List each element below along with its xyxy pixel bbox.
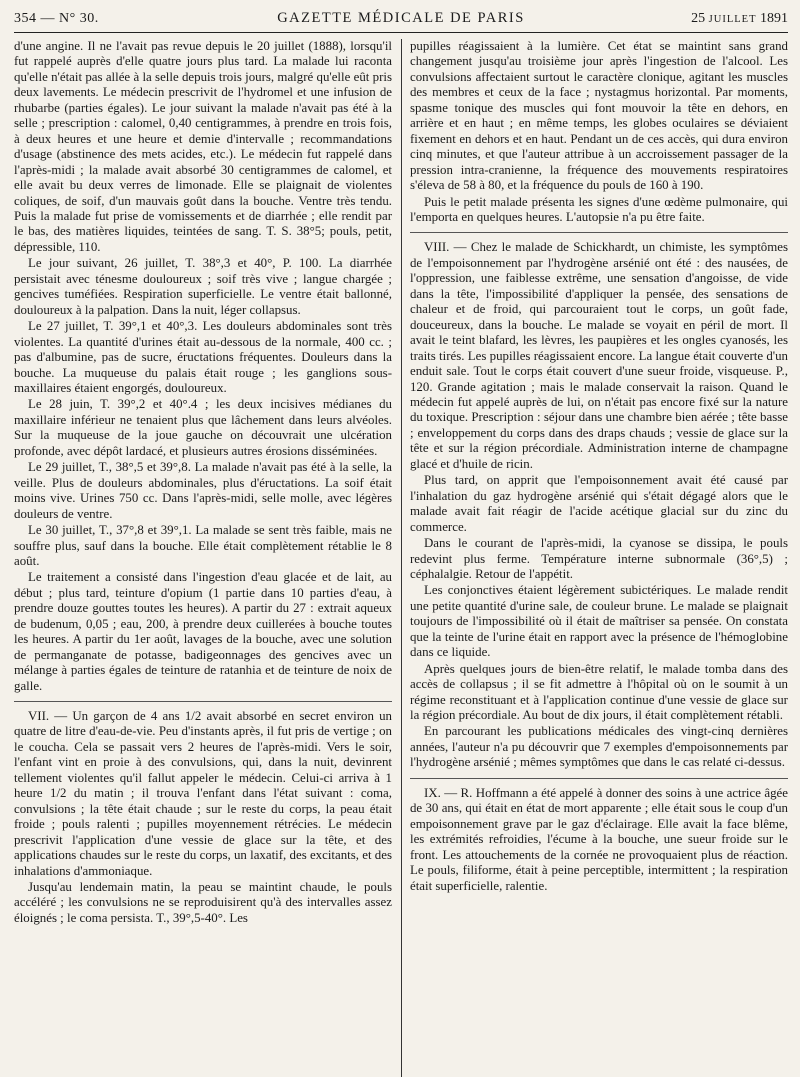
issue-day: 25 <box>691 11 706 26</box>
paragraph: Les conjonctives étaient légèrement subictériques. Le malade rendit une petite quantité d'urine sale, de couleur brune. Le malade se plaignait toujours de l'impossibilité où il était de maîtriser sa pensée. On constata que la teinte de l'urine était en rapport avec la présence de l'hémoglobine dans ce liquide. <box>409 583 788 660</box>
right-column <box>410 39 788 1077</box>
paragraph: En parcourant les publications médicales des vingt-cinq dernières années, l'auteur n'a pu découvrir que 7 exemples d'empoisonnements par l'hydrogène arsénié ; mêmes symptômes que dans le cas relaté ci-dessus. <box>409 724 788 770</box>
paragraph: Dans le courant de l'après-midi, la cyanose se dissipa, le pouls redevint plus ferme. Température interne subnormale (36°,5) ; céphalalgie. Retour de l'appétit. <box>409 536 788 581</box>
paragraph: Le 28 juin, T. 39°,2 et 40°.4 ; les deux incisives médianes du maxillaire inférieur ne tenaient plus que lâchement dans leurs alvéoles. Sur la muqueuse de la joue gauche on découvrait une ulcération profonde, avec dépôt lardacé, et plusieurs autres érosions disséminées. <box>14 397 392 458</box>
paragraph: Le 30 juillet, T., 37°,8 et 39°,1. La malade se sent très faible, mais ne souffre plus, sauf dans la bouche. Elle était complètement rétablie le 8 août. <box>14 523 392 568</box>
journal-title: GAZETTE MÉDICALE DE PARIS <box>277 10 525 26</box>
paragraph: Le traitement a consisté dans l'ingestion d'eau glacée et de lait, au début ; plus tard, teinture d'opium (1 partie dans 10 parties d'eau, à prendre douze gouttes toutes les heures). A partir du 27 : extrait aqueux de budenum, 0,05 ; eau, 200, à prendre deux cuillerées à bouche toutes les heures. A partir du 1er août, lavages de la bouche, avec une solution de permanganate de potasse, badigeonnages des gencives avec un mélange à parties égales de teinture de ratanhia et de teinture de noix de galle. <box>14 570 392 693</box>
running-header <box>14 10 788 33</box>
paragraph: Le jour suivant, 26 juillet, T. 38°,3 et 40°, P. 100. La diarrhée persistait avec ténesme douloureux ; soif très vive ; langue chargée ; gencives tuméfiées. Respiration superficielle. Le ventre était ballonné, douloureux à la palpation. Dans la nuit, léger collapsus. <box>14 256 392 317</box>
paragraph: d'une angine. Il ne l'avait pas revue depuis le 20 juillet (1888), lorsqu'il fut rappelé auprès d'elle quatre jours plus tard. La malade lui raconta qu'elle n'était pas allée à la selle depuis trois jours, malgré qu'elle eût pris deux lavements. Le médecin prescrivit de l'hydromel et une infusion de rhubarbe (parties égales). Le jour suivant la malade n'avait pas été à la selle ; prescription : calomel, 0,40 centigrammes, à prendre en trois fois, à deux heures et une heure et demie d'intervalle ; recommandations d'usage (abstinence des mets acides, etc.). Le médecin fut rappelé dans l'après-midi ; la malade avait absorbé 30 centigrammes de calomel, et elle avait bu deux verres de limonade. Elle se plaignait de violentes coliques, de soif, d'un mauvais goût dans la bouche. Ventre très tendu. Puis la malade fut prise de vomissements et de diarrhée ; elle rendit par le bas, des matières liquides, teintées de sang. T. S. 38°5; pouls, petit, dépressible, 110. <box>14 39 392 254</box>
issue-month: JUILLET <box>708 14 757 25</box>
paragraph: pupilles réagissaient à la lumière. Cet état se maintint sans grand changement jusqu'au troisième jour après l'ingestion de l'alcool. Les convulsions affectaient surtout le caractère clonique, agitant les muscles des membres et ceux de la face ; nystagmus horizontal. Par moments, spasme tonique des muscles qui font mouvoir la tête en dehors, en arrière et en haut ; en même temps, les globes oculaires se déviaient fixement en dehors et en haut. Pendant un de ces accès, qui dura environ cinq minutes, et que l'auteur attribue à un accroissement passager de la pression intra-cranienne, la fréquence des mouvements respiratoires s'éleva de 58 à 80, et la fréquence du pouls de 160 à 190. <box>409 39 788 193</box>
paragraph: Jusqu'au lendemain matin, la peau se maintint chaude, le pouls accéléré ; les convulsions ne se reproduisirent qu'à des intervalles assez éloignés ; le coma persista. T., 39°,5-40°. Les <box>14 880 392 925</box>
paragraph: Le 27 juillet, T. 39°,1 et 40°,3. Les douleurs abdominales sont très violentes. La quantité d'urines était au-dessous de la normale, 400 cc. ; pas d'albumine, pas de sucre, éructations fréquentes. Douleurs dans la bouche. La muqueuse du palais était rouge ; les ganglions sous-maxillaires étaient engorgés, douloureux. <box>14 319 392 395</box>
paragraph: Puis le petit malade présenta les signes d'une œdème pulmonaire, qui l'emporta en quelques heures. L'autopsie n'a pu être faite. <box>409 194 788 224</box>
left-column <box>14 39 392 1077</box>
column-rule <box>401 39 402 1077</box>
text-columns <box>14 39 788 1077</box>
issue-date <box>658 11 788 27</box>
section-paragraph: VIII. — Chez le malade de Schickhardt, un chimiste, les symptômes de l'empoisonnement par l'hydrogène arsénié ont été : des nausées, de l'oppression, une faiblesse extrême, une sensation d'angoisse, de vide dans la tête, l'impossibilité d'appliquer la pensée, des sensations de chaleur et de froid, qui parcouraient tout le corps, un goût fade, douceureux, dans la bouche. Le malade se voyait en péril de mort. Il avait le teint blafard, les lèvres, les paupières et les ongles cyanosés, les traits tirés. Les pupilles réagissaient encore. La langue était couverte d'un enduit sale. Tout le corps était couvert d'une sueur froide, visqueuse. P., 120. Grande agitation ; mais le malade conservait la raison. Quand le médecin fut appelé auprès de lui, on n'était pas encore fixé sur la nature du toxique. Prescription : séjour dans une chambre bien aérée ; tête basse ; enveloppement du corps dans des draps chauds ; vessie de glace sur la tête et sur la région précordiale. Administration interne de champagne glacé et d'huile de ricin. <box>410 232 788 472</box>
issue-year: 1891 <box>759 11 788 26</box>
paragraph: Le 29 juillet, T., 38°,5 et 39°,8. La malade n'avait pas été à la selle, la veille. Plus de douleurs abdominales, plus d'éructations. La soif était moins vive. Urines 750 cc. Dans l'après-midi, selle molle, avec légères douleurs de ventre. <box>14 460 392 521</box>
section-paragraph: VII. — Un garçon de 4 ans 1/2 avait absorbé en secret environ un quatre de litre d'eau-de-vie. Peu d'instants après, il fut pris de vertige ; on le coucha. Cela se passait vers 2 heures de l'après-midi. Vers le soir, l'enfant vint en proie à des convulsions, qui, dans la nuit, devinrent tellement violentes qu'il fallut appeler le médecin. Celui-ci arriva à 1 heure 1/2 du matin ; il trouva l'enfant dans l'état suivant : coma, convulsions ; la tête était chaude ; sur le reste du corps, la peau était froide ; pouls ralenti ; pupilles moyennement rétrécies. Le médecin prescrivit l'application d'une vessie de glace sur la tête, et des applications chaudes sur le reste du corps, un laxatif, des excitants, et des inhalations d'ammoniaque. <box>14 701 392 879</box>
section-paragraph: IX. — R. Hoffmann a été appelé à donner des soins à une actrice âgée de 30 ans, qui était en état de mort apparente ; elle était sous le coup d'un empoisonnement grave par le gaz d'éclairage. Elle avait la face blême, les extrémités refroidies, l'écume à la bouche, une sueur froide sur le front. Les attouchements de la cornée ne provoquaient plus de réaction. Le pouls, filiforme, était à peine perceptible, intermittent ; la respiration était superficielle, ralentie. <box>410 778 788 894</box>
page-number: 354 — N° 30. <box>14 11 99 26</box>
paragraph: Plus tard, on apprit que l'empoisonnement avait été causé par l'inhalation du gaz hydrogène arsénié qui s'était dégagé alors que le malade avait fait réagir de l'acide acétique glacial sur du zinc du commerce. <box>409 473 788 534</box>
paragraph: Après quelques jours de bien-être relatif, le malade tomba dans des accès de collapsus ; il se fit admettre à l'hôpital où on le soumit à un régime reconstituant et à l'application continue d'une vessie de glace sur la région précordiale. Au bout de dix jours, il était complètement rétabli. <box>409 661 788 723</box>
